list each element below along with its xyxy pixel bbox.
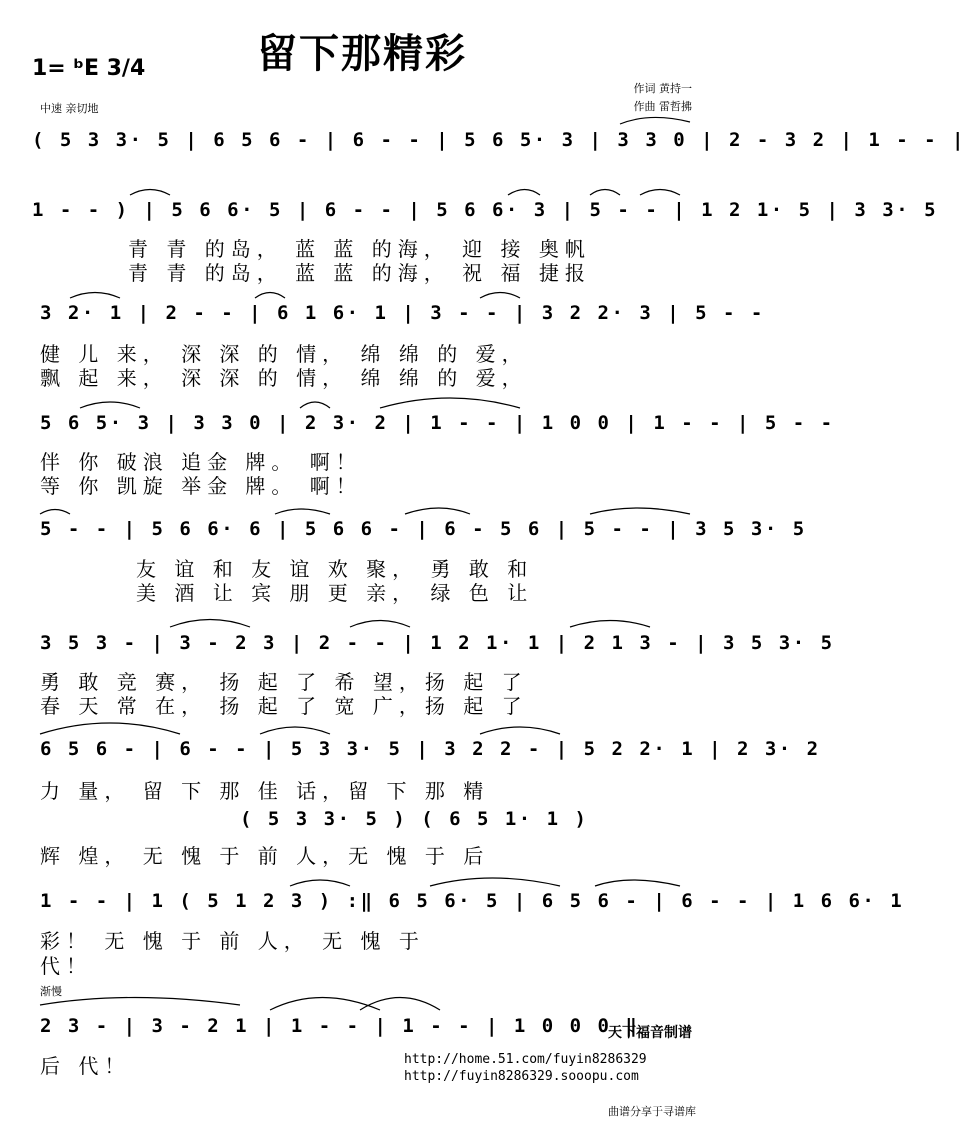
slur-arc bbox=[80, 402, 140, 408]
slur-arc bbox=[350, 621, 410, 628]
composer-credit: 作曲 雷哲拂 bbox=[633, 100, 692, 113]
notation-line: ( 5 3 3· 5 | 6 5 6 - | 6 - - | 5 6 5· 3 | 3 3 0 | 2 - 3 2 | 1 - - | bbox=[32, 129, 966, 151]
slur-arc bbox=[260, 727, 330, 734]
slur-arc bbox=[170, 620, 250, 628]
notation-line: 2 3 - | 3 - 2 1 | 1 - - | 1 - - | 1 0 0 0 ‖ bbox=[40, 1015, 640, 1037]
slur-arc bbox=[508, 190, 540, 196]
alternate-notation: ( 5 3 3· 5 ) ( 6 5 1· 1 ) bbox=[240, 808, 589, 830]
lyrics-verse-2: 等 你 凯旋 举金 牌。 啊！ bbox=[40, 474, 362, 498]
score-system-6 bbox=[0, 632, 835, 662]
slur-arc bbox=[275, 509, 330, 514]
publisher-brand: 天下福音制谱 bbox=[608, 1025, 692, 1041]
key-signature: 1= ᵇE 3/4 bbox=[32, 56, 146, 81]
score-system-1 bbox=[0, 129, 966, 159]
slur-arc bbox=[40, 510, 70, 515]
slur-arc bbox=[570, 621, 650, 628]
notation-line: 5 6 5· 3 | 3 3 0 | 2 3· 2 | 1 - - | 1 0 0 | 1 - - | 5 - - bbox=[40, 412, 835, 434]
tempo-marking: 中速 亲切地 bbox=[40, 102, 99, 115]
lyrics-verse-2: 代！ bbox=[40, 954, 92, 978]
score-system-8 bbox=[0, 890, 905, 920]
lyrics-verse-2: 飘 起 来， 深 深 的 情， 绵 绵 的 爱， bbox=[40, 366, 528, 390]
tempo-change-mark: 渐慢 bbox=[40, 985, 62, 998]
slur-arc bbox=[480, 293, 520, 299]
slur-arc bbox=[405, 508, 470, 514]
score-system-7 bbox=[0, 738, 821, 768]
score-system-5 bbox=[0, 518, 807, 548]
slur-arc bbox=[40, 723, 180, 734]
lyrics-verse-1: 彩！ 无 愧 于 前 人， 无 愧 于 bbox=[40, 929, 425, 953]
lyrics-verse-1: 友 谊 和 友 谊 欢 聚， 勇 敢 和 bbox=[136, 557, 534, 581]
notation-line: 5 - - | 5 6 6· 6 | 5 6 6 - | 6 - 5 6 | 5 - - | 3 5 3· 5 bbox=[40, 518, 807, 540]
url-link[interactable]: http://fuyin8286329.sooopu.com bbox=[404, 1069, 639, 1084]
notation-line: 1 - - | 1 ( 5 1 2 3 ) :‖ 6 5 6· 5 | 6 5 6 - | 6 - - | 1 6 6· 1 bbox=[40, 890, 905, 912]
lyrics-verse-1: 伴 你 破浪 追金 牌。 啊！ bbox=[40, 450, 362, 474]
lyrics-verse-1: 健 儿 来， 深 深 的 情， 绵 绵 的 爱， bbox=[40, 342, 528, 366]
score-system-3 bbox=[0, 302, 765, 332]
slur-arc bbox=[430, 878, 560, 886]
slur-arc bbox=[255, 293, 285, 299]
slur-arc bbox=[595, 880, 680, 886]
slur-arc bbox=[380, 398, 520, 408]
score-system-2 bbox=[0, 199, 939, 229]
slur-arc bbox=[300, 402, 330, 408]
slur-arc bbox=[480, 727, 560, 734]
page-title: 留下那精彩 bbox=[257, 31, 467, 77]
slur-arc bbox=[590, 190, 620, 196]
slur-arc bbox=[130, 190, 170, 196]
lyrics-verse-1: 后 代！ bbox=[40, 1054, 131, 1078]
lyrics-verse-1: 力 量， 留 下 那 佳 话，留 下 那 精 bbox=[40, 779, 490, 803]
lyricist-credit: 作词 黄持一 bbox=[633, 82, 692, 95]
lyrics-verse-1: 勇 敢 竞 赛， 扬 起 了 希 望，扬 起 了 bbox=[40, 670, 528, 694]
lyrics-verse-2: 美 酒 让 宾 朋 更 亲， 绿 色 让 bbox=[136, 581, 534, 605]
slur-arc bbox=[290, 880, 350, 886]
slur-arc bbox=[40, 998, 240, 1006]
slur-arc bbox=[640, 190, 680, 196]
slur-arc bbox=[360, 998, 440, 1011]
notation-line: 3 5 3 - | 3 - 2 3 | 2 - - | 1 2 1· 1 | 2 1 3 - | 3 5 3· 5 bbox=[40, 632, 835, 654]
url-link[interactable]: http://home.51.com/fuyin8286329 bbox=[404, 1052, 647, 1067]
slur-arc bbox=[620, 117, 690, 124]
slur-arc bbox=[590, 508, 690, 514]
slur-arc bbox=[270, 998, 380, 1011]
lyrics-verse-1: 青 青 的岛， 蓝 蓝 的海， 迎 接 奥帆 bbox=[128, 237, 591, 261]
notation-line: 3 2· 1 | 2 - - | 6 1 6· 1 | 3 - - | 3 2 2· 3 | 5 - - bbox=[40, 302, 765, 324]
lyrics-verse-2: 春 天 常 在， 扬 起 了 宽 广，扬 起 了 bbox=[40, 694, 528, 718]
slur-arc bbox=[70, 293, 120, 299]
notation-line: 1 - - ) | 5 6 6· 5 | 6 - - | 5 6 6· 3 | 5 - - | 1 2 1· 5 | 3 3· 5 bbox=[32, 199, 939, 221]
score-system-4 bbox=[0, 412, 835, 442]
footer-note: 曲谱分享于寻谱库 bbox=[608, 1105, 696, 1118]
notation-line: 6 5 6 - | 6 - - | 5 3 3· 5 | 3 2 2 - | 5 2 2· 1 | 2 3· 2 bbox=[40, 738, 821, 760]
lyrics-verse-2: 辉 煌， 无 愧 于 前 人，无 愧 于 后 bbox=[40, 844, 490, 868]
lyrics-verse-2: 青 青 的岛， 蓝 蓝 的海， 祝 福 捷报 bbox=[128, 261, 591, 285]
